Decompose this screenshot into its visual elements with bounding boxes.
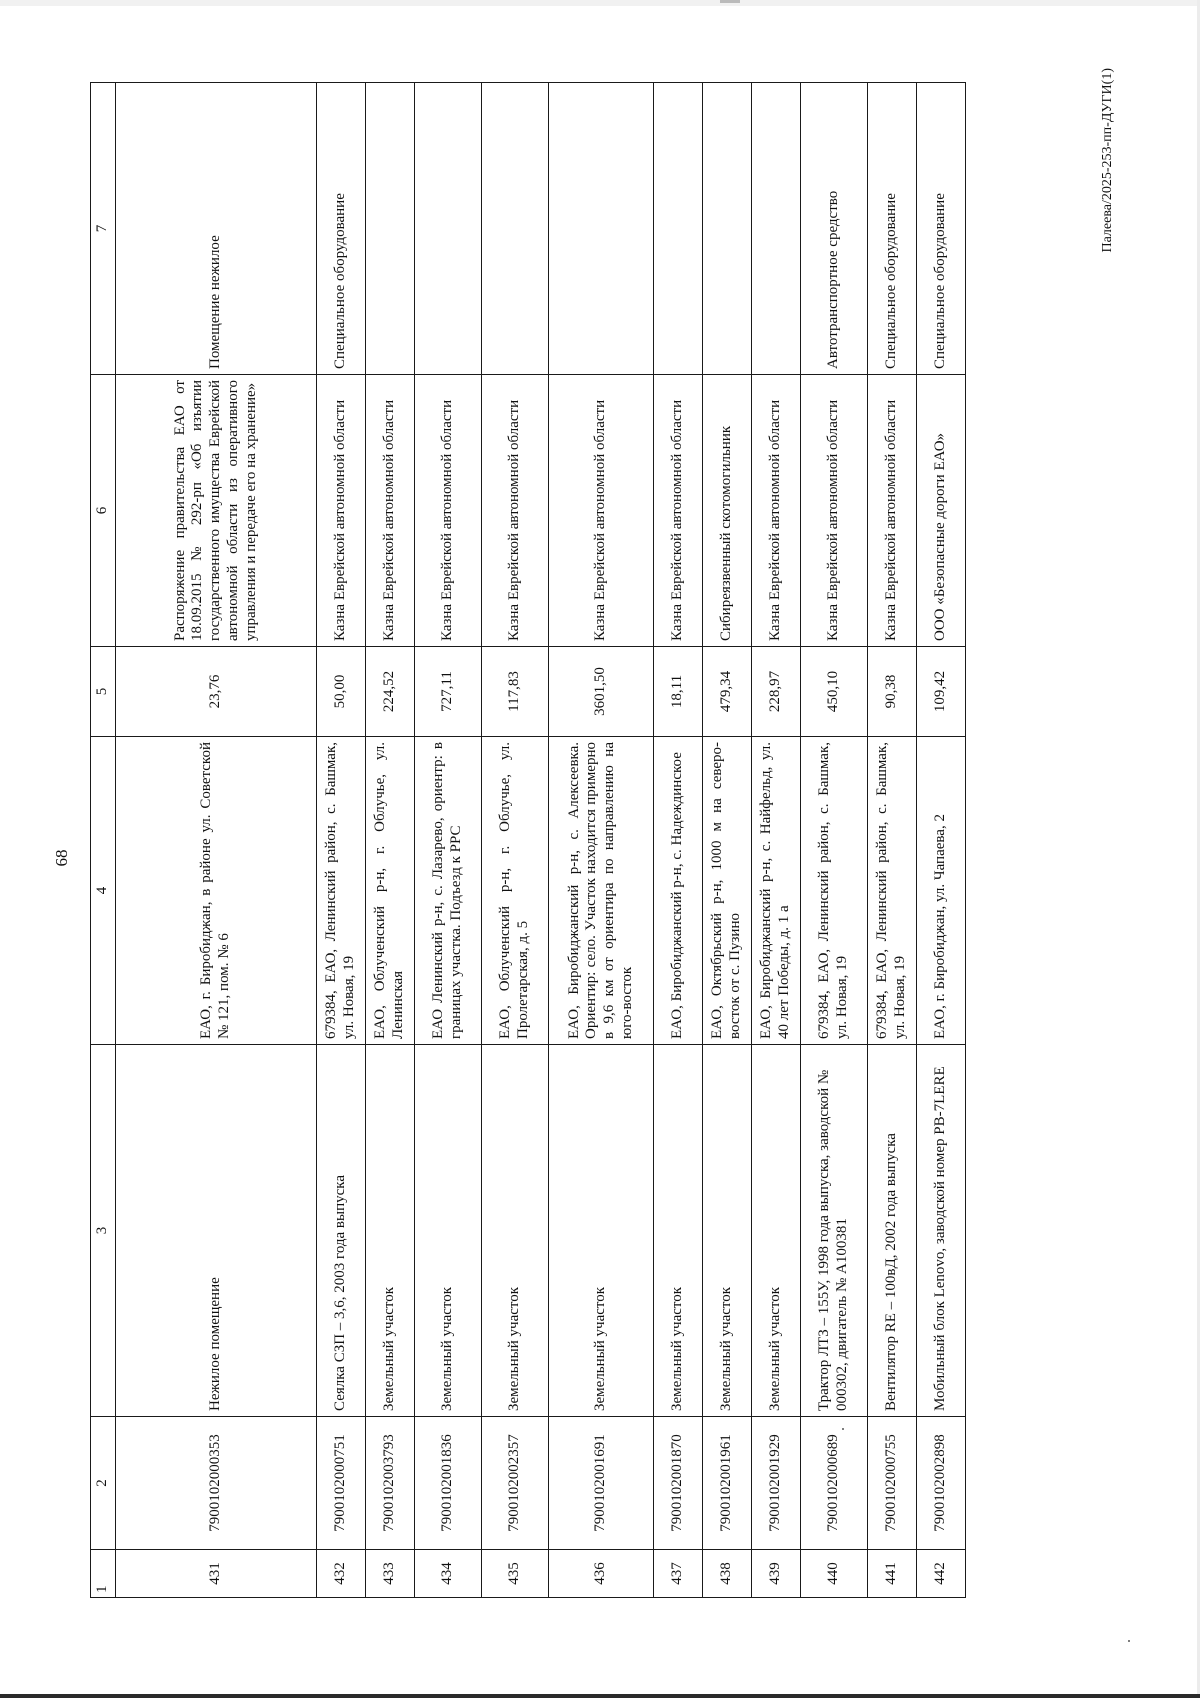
- object-type: Специальное оборудование: [317, 83, 366, 375]
- column-number-1: 1: [91, 1550, 116, 1598]
- object-type: Автотранспортное средство: [801, 83, 868, 375]
- object-basis: Казна Еврейской автономной области: [482, 375, 549, 647]
- object-type: [366, 83, 415, 375]
- inventory-number: 7900102003793: [366, 1417, 415, 1550]
- object-value: 3601,50: [549, 647, 654, 737]
- object-name: Нежилое помещение: [116, 1045, 317, 1417]
- object-value: 50,00: [317, 647, 366, 737]
- object-name: Земельный участок: [752, 1045, 801, 1417]
- table-row: [482, 83, 549, 1598]
- property-registry-table: [90, 82, 966, 1598]
- object-address: ЕАО, Биробиджанский р-н, с. Надеждинское: [654, 737, 703, 1045]
- object-type: [703, 83, 752, 375]
- table-row: [801, 83, 868, 1598]
- object-address: 679384, ЕАО, Ленинский район, с. Башмак, ул. Новая, 19: [868, 737, 917, 1045]
- column-number-2: 2: [91, 1417, 116, 1550]
- inventory-number: 7900102000689: [801, 1417, 868, 1550]
- inventory-number: 7900102002357: [482, 1417, 549, 1550]
- object-value: 23,76: [116, 647, 317, 737]
- inventory-number: 7900102001870: [654, 1417, 703, 1550]
- table-row: [752, 83, 801, 1598]
- inventory-number: 7900102001961: [703, 1417, 752, 1550]
- object-basis: Казна Еврейской автономной области: [801, 375, 868, 647]
- object-basis: Распоряжение правительства ЕАО от 18.09.2015 № 292-рп «Об изъятии государственного имущества Еврейской автономной области из оперативного управления и передаче его на хранение»: [116, 375, 317, 647]
- object-basis: Казна Еврейской автономной области: [868, 375, 917, 647]
- object-basis: Казна Еврейской автономной области: [549, 375, 654, 647]
- column-number-row: [91, 83, 116, 1598]
- object-name: Вентилятор RE – 100вД, 2002 года выпуска: [868, 1045, 917, 1417]
- object-basis: ООО «Безопасные дороги ЕАО»: [917, 375, 966, 647]
- object-type: [752, 83, 801, 375]
- page-number: 68: [52, 849, 71, 867]
- object-address: ЕАО, Облученский р-н, г. Облучье, ул. Ленинская: [366, 737, 415, 1045]
- table-row: [868, 83, 917, 1598]
- object-type: [549, 83, 654, 375]
- row-number: 434: [415, 1550, 482, 1598]
- object-name: Земельный участок: [366, 1045, 415, 1417]
- object-basis: Казна Еврейской автономной области: [415, 375, 482, 647]
- object-value: 727,11: [415, 647, 482, 737]
- row-number: 440: [801, 1550, 868, 1598]
- column-number-5: 5: [91, 647, 116, 737]
- inventory-number: 7900102000353: [116, 1417, 317, 1550]
- table-row: [116, 83, 317, 1598]
- inventory-number: 7900102001691: [549, 1417, 654, 1550]
- object-name: Земельный участок: [415, 1045, 482, 1417]
- object-name: Земельный участок: [654, 1045, 703, 1417]
- inventory-number: 7900102002898: [917, 1417, 966, 1550]
- object-type: [482, 83, 549, 375]
- object-value: 18,11: [654, 647, 703, 737]
- table-row: [317, 83, 366, 1598]
- table-row: [917, 83, 966, 1598]
- column-number-3: 3: [91, 1045, 116, 1417]
- table-row: [415, 83, 482, 1598]
- row-number: 437: [654, 1550, 703, 1598]
- object-type: Помещение нежилое: [116, 83, 317, 375]
- table-row: [366, 83, 415, 1598]
- object-value: 109,42: [917, 647, 966, 737]
- row-number: 442: [917, 1550, 966, 1598]
- object-value: 117,83: [482, 647, 549, 737]
- inventory-number: 7900102001836: [415, 1417, 482, 1550]
- object-name: Трактор ЛТЗ – 155У, 1998 года выпуска, заводской № 000302, двигатель № А100381: [801, 1045, 868, 1417]
- table-row: [703, 83, 752, 1598]
- table-row: [549, 83, 654, 1598]
- object-basis: Казна Еврейской автономной области: [752, 375, 801, 647]
- row-number: 439: [752, 1550, 801, 1598]
- object-type: [415, 83, 482, 375]
- object-address: ЕАО, Биробиджанский р-н, с. Найфельд, ул. 40 лет Победы, д. 1 а: [752, 737, 801, 1045]
- column-number-7: 7: [91, 83, 116, 375]
- object-type: [654, 83, 703, 375]
- inventory-number: 7900102000755: [868, 1417, 917, 1550]
- row-number: 431: [116, 1550, 317, 1598]
- document-reference: Палеева/2025-253-пп-ДУГИ(1): [1100, 68, 1115, 253]
- object-address: ЕАО, Облученский р-н, г. Облучье, ул. Пролетарская, д. 5: [482, 737, 549, 1045]
- object-value: 479,34: [703, 647, 752, 737]
- object-name: Сеялка СЗП – 3,6, 2003 года выпуска: [317, 1045, 366, 1417]
- table-row: [654, 83, 703, 1598]
- object-address: ЕАО, Биробиджанский р-н, с. Алексеевка. Ориентир: село. Участок находится примерно в 9,6 км от ориентира по направлению на юго-восток: [549, 737, 654, 1045]
- object-name: Земельный участок: [703, 1045, 752, 1417]
- object-name: Земельный участок: [549, 1045, 654, 1417]
- object-address: ЕАО, г. Биробиджан, в районе ул. Советской № 121, пом. № 6: [116, 737, 317, 1045]
- inventory-number: 7900102000751: [317, 1417, 366, 1550]
- object-value: 90,38: [868, 647, 917, 737]
- object-basis: Казна Еврейской автономной области: [654, 375, 703, 647]
- row-number: 435: [482, 1550, 549, 1598]
- row-number: 433: [366, 1550, 415, 1598]
- column-number-4: 4: [91, 737, 116, 1045]
- object-type: Специальное оборудование: [868, 83, 917, 375]
- row-number: 441: [868, 1550, 917, 1598]
- object-address: ЕАО Ленинский р-н, с. Лазарево, ориентр: в границах участка. Подъезд к РРС: [415, 737, 482, 1045]
- object-address: 679384, ЕАО, Ленинский район, с. Башмак, ул. Новая, 19: [801, 737, 868, 1045]
- column-number-6: 6: [91, 375, 116, 647]
- object-basis: Сибиреязвенный скотомогильник: [703, 375, 752, 647]
- object-basis: Казна Еврейской автономной области: [366, 375, 415, 647]
- object-name: Земельный участок: [482, 1045, 549, 1417]
- row-number: 438: [703, 1550, 752, 1598]
- object-address: ЕАО, г. Биробиджан, ул. Чапаева, 2: [917, 737, 966, 1045]
- object-basis: Казна Еврейской автономной области: [317, 375, 366, 647]
- object-address: ЕАО, Октябрьский р-н, 1000 м на северо-восток от с. Пузино: [703, 737, 752, 1045]
- object-value: 450,10: [801, 647, 868, 737]
- object-name: Мобильный блок Lenovo, заводской номер PB-7LERE: [917, 1045, 966, 1417]
- object-value: 224,52: [366, 647, 415, 737]
- row-number: 432: [317, 1550, 366, 1598]
- object-address: 679384, ЕАО, Ленинский район, с. Башмак, ул. Новая, 19: [317, 737, 366, 1045]
- object-type: Специальное оборудование: [917, 83, 966, 375]
- object-value: 228,97: [752, 647, 801, 737]
- row-number: 436: [549, 1550, 654, 1598]
- inventory-number: 7900102001929: [752, 1417, 801, 1550]
